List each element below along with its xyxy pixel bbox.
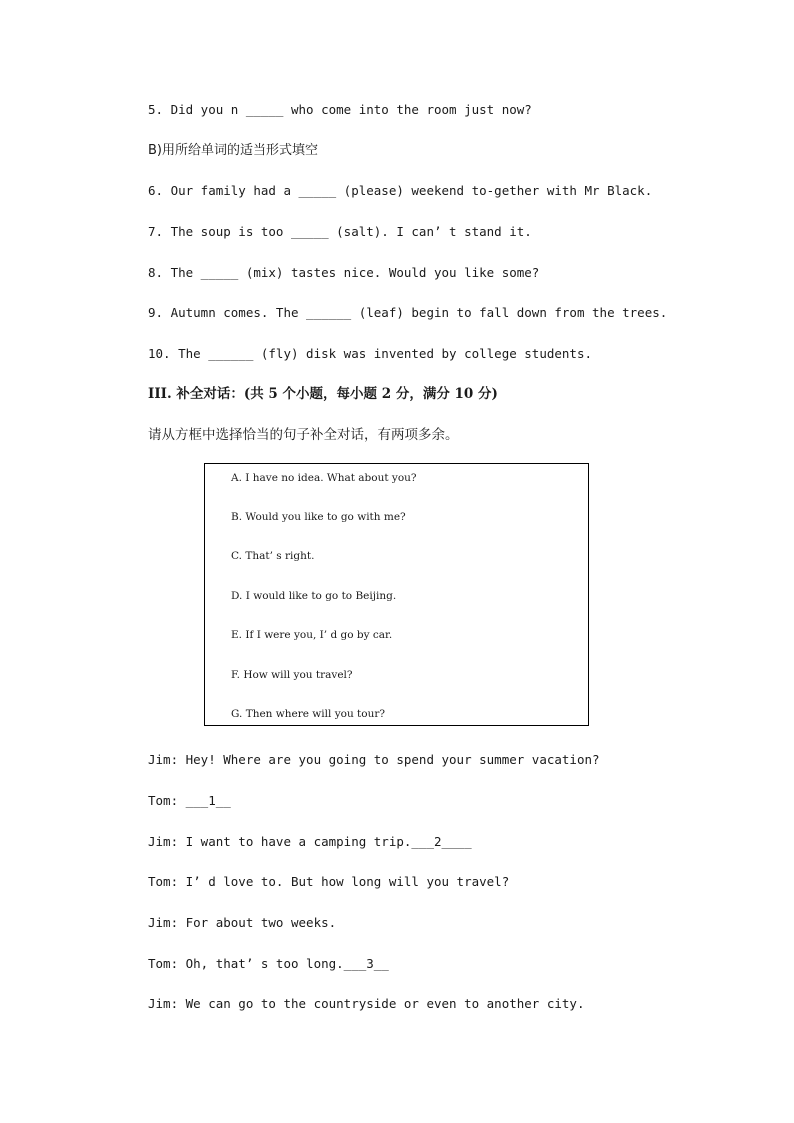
question-9: 9. Autumn comes. The ______ (leaf) begin to fall down from the trees. bbox=[148, 305, 668, 320]
dialogue-line: Jim: We can go to the countryside or even to another city. bbox=[148, 996, 585, 1011]
question-7: 7. The soup is too _____ (salt). I can’ t stand it. bbox=[148, 224, 532, 239]
option-a: A. I have no idea. What about you? bbox=[231, 472, 417, 484]
dialogue-line: Jim: I want to have a camping trip.___2____ bbox=[148, 834, 472, 849]
dialogue-line: Tom: I’ d love to. But how long will you travel? bbox=[148, 874, 510, 889]
question-5: 5. Did you n _____ who come into the room just now? bbox=[148, 102, 532, 117]
option-d: D. I would like to go to Beijing. bbox=[231, 590, 397, 602]
dialogue-line: Jim: Hey! Where are you going to spend your summer vacation? bbox=[148, 752, 600, 767]
part-b-heading: B)用所给单词的适当形式填空 bbox=[148, 143, 318, 158]
option-b: B. Would you like to go with me? bbox=[231, 511, 406, 523]
section-three-instruction: 请从方框中选择恰当的句子补全对话，有两项多余。 bbox=[148, 427, 459, 443]
question-8: 8. The _____ (mix) tastes nice. Would you like some? bbox=[148, 265, 540, 280]
option-g: G. Then where will you tour? bbox=[231, 708, 386, 720]
options-box bbox=[204, 463, 589, 726]
section-three-title: III. 补全对话：(共 5 个小题，每小题 2 分，满分 10 分) bbox=[148, 386, 498, 402]
option-e: E. If I were you, I’ d go by car. bbox=[231, 629, 393, 641]
dialogue-line: Jim: For about two weeks. bbox=[148, 915, 337, 930]
option-f: F. How will you travel? bbox=[231, 669, 353, 681]
dialogue-line: Tom: Oh, that’ s too long.___3__ bbox=[148, 956, 389, 971]
option-c: C. That’ s right. bbox=[231, 550, 315, 562]
dialogue-line: Tom: ___1__ bbox=[148, 793, 231, 808]
question-10: 10. The ______ (fly) disk was invented by college students. bbox=[148, 346, 593, 361]
question-6: 6. Our family had a _____ (please) weekend to-gether with Mr Black. bbox=[148, 183, 653, 198]
